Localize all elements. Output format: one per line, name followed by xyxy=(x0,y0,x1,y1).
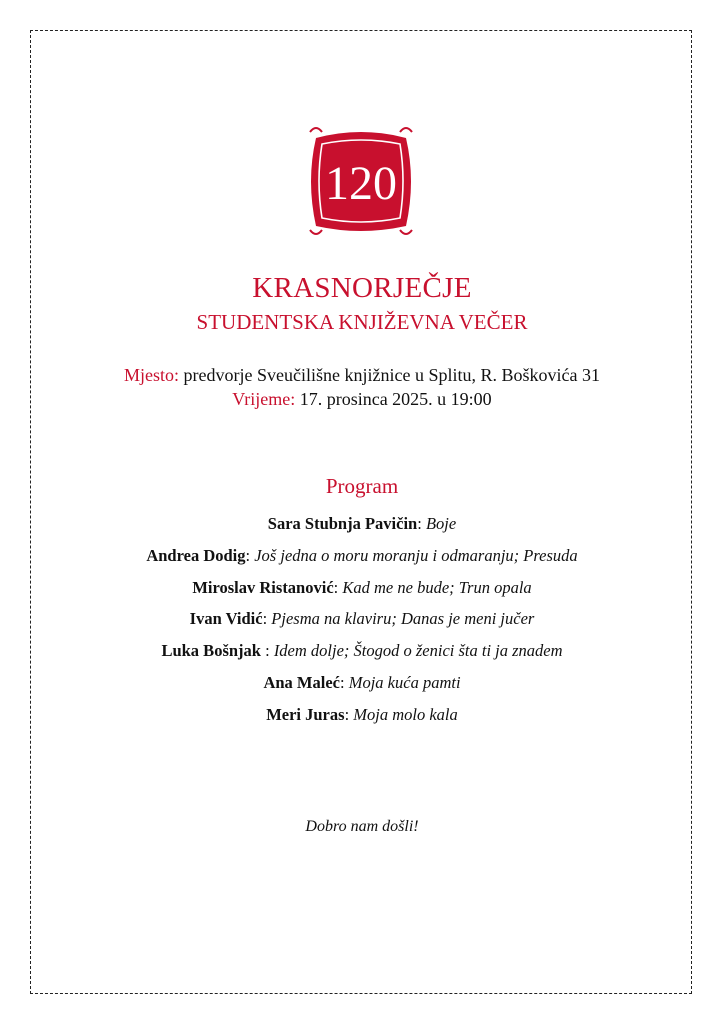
event-title: KRASNORJEČJE xyxy=(252,272,472,304)
logo-text: 120 xyxy=(325,157,397,210)
work-titles: Idem dolje; Štogod o ženici šta ti ja znadem xyxy=(273,641,563,660)
separator: : xyxy=(344,705,354,724)
program-item xyxy=(0,514,724,534)
author-name: Meri Juras xyxy=(266,705,345,724)
program-item xyxy=(0,641,724,661)
author-name: Andrea Dodig xyxy=(146,546,246,565)
author-name: Sara Stubnja Pavičin xyxy=(267,514,418,533)
author-name: Ana Maleć xyxy=(263,673,340,692)
program-item xyxy=(0,705,724,725)
program-item xyxy=(0,578,724,598)
author-name: Ivan Vidić xyxy=(189,609,263,628)
time-label: Vrijeme: xyxy=(232,389,296,409)
separator: : xyxy=(340,673,349,692)
separator: : xyxy=(262,609,272,628)
work-titles: Moja molo kala xyxy=(353,705,458,724)
work-titles: Pjesma na klaviru; Danas je meni jučer xyxy=(271,609,535,628)
separator: : xyxy=(417,514,426,533)
separator: : xyxy=(245,546,255,565)
place-value: predvorje Sveučilišne knjižnice u Splitu, R. Boškovića 31 xyxy=(179,365,600,385)
program-heading: Program xyxy=(325,474,399,498)
place-line xyxy=(0,365,724,386)
event-subtitle: STUDENTSKA KNJIŽEVNA VEČER xyxy=(196,310,528,334)
program-item xyxy=(0,673,724,693)
separator: : xyxy=(260,641,274,660)
work-titles: Kad me ne bude; Trun opala xyxy=(342,578,532,597)
separator: : xyxy=(333,578,343,597)
time-line xyxy=(0,389,724,410)
place-label: Mjesto: xyxy=(124,365,180,385)
anniversary-logo xyxy=(302,122,420,240)
program-item xyxy=(0,609,724,629)
farewell-text: Dobro nam došli! xyxy=(305,818,419,835)
work-titles: Moja kuća pamti xyxy=(348,673,461,692)
program-item xyxy=(0,546,724,566)
time-value: 17. prosinca 2025. u 19:00 xyxy=(295,389,492,409)
work-titles: Još jedna o moru moranju i odmaranju; Presuda xyxy=(254,546,578,565)
author-name: Luka Bošnjak xyxy=(161,641,261,660)
work-titles: Boje xyxy=(425,514,457,533)
author-name: Miroslav Ristanović xyxy=(192,578,334,597)
